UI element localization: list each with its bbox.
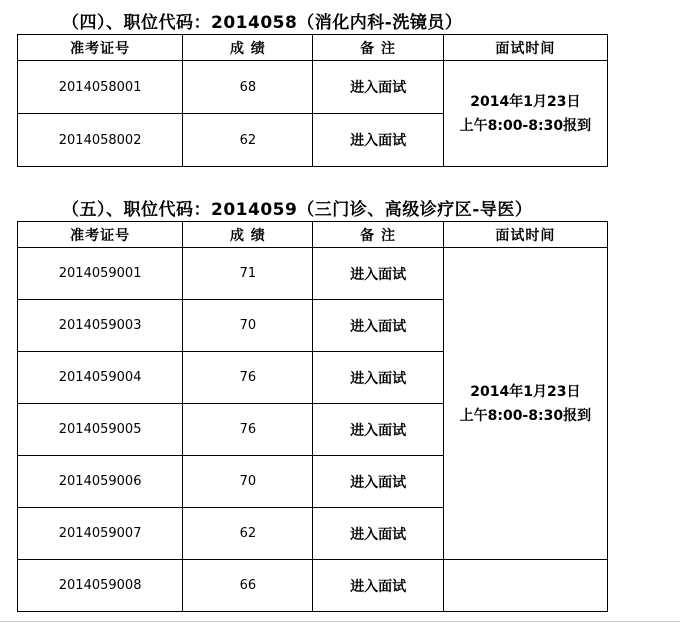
remark-cell: 进入面试 xyxy=(313,61,443,114)
exam-id-cell: 2014059008 xyxy=(18,560,183,612)
header-exam-id: 准考证号 xyxy=(18,35,183,61)
remark-cell: 进入面试 xyxy=(313,300,443,352)
remark-cell: 进入面试 xyxy=(313,508,443,560)
header-interview-time: 面试时间 xyxy=(443,222,607,248)
table-header-row xyxy=(18,35,608,61)
interview-checkin-time: 上午8:00-8:30报到 xyxy=(459,407,592,424)
interview-time-cell xyxy=(443,248,607,560)
remark-cell: 进入面试 xyxy=(313,114,443,167)
interview-date: 2014年1月23日 xyxy=(470,383,581,400)
interview-checkin-time: 上午8:00-8:30报到 xyxy=(459,117,592,134)
header-exam-id: 准考证号 xyxy=(18,222,183,248)
remark-cell: 进入面试 xyxy=(313,404,443,456)
exam-id-cell: 2014059003 xyxy=(18,300,183,352)
remark-cell: 进入面试 xyxy=(313,560,443,612)
exam-id-cell: 2014059004 xyxy=(18,352,183,404)
table-header-row xyxy=(18,222,608,248)
table-row xyxy=(18,248,608,300)
exam-id-cell: 2014059007 xyxy=(18,508,183,560)
score-cell: 71 xyxy=(183,248,313,300)
header-remark: 备 注 xyxy=(313,222,443,248)
empty-time-cell xyxy=(443,560,607,612)
header-score: 成 绩 xyxy=(183,222,313,248)
exam-id-cell: 2014059005 xyxy=(18,404,183,456)
remark-cell: 进入面试 xyxy=(313,352,443,404)
score-cell: 76 xyxy=(183,352,313,404)
section-title-4: （四）、职位代码：2014058（消化内科-洗镜员） xyxy=(62,13,463,33)
score-cell: 70 xyxy=(183,300,313,352)
header-remark: 备 注 xyxy=(313,35,443,61)
score-cell: 70 xyxy=(183,456,313,508)
exam-id-cell: 2014058002 xyxy=(18,114,183,167)
header-score: 成 绩 xyxy=(183,35,313,61)
exam-id-cell: 2014059006 xyxy=(18,456,183,508)
remark-cell: 进入面试 xyxy=(313,248,443,300)
header-interview-time: 面试时间 xyxy=(443,35,607,61)
score-cell: 62 xyxy=(183,114,313,167)
exam-id-cell: 2014058001 xyxy=(18,61,183,114)
score-cell: 76 xyxy=(183,404,313,456)
interview-date: 2014年1月23日 xyxy=(470,93,581,110)
exam-id-cell: 2014059001 xyxy=(18,248,183,300)
table-row xyxy=(18,560,608,612)
remark-cell: 进入面试 xyxy=(313,456,443,508)
interview-time-cell xyxy=(443,61,607,167)
score-cell: 66 xyxy=(183,560,313,612)
score-cell: 62 xyxy=(183,508,313,560)
results-table-5 xyxy=(17,221,608,612)
score-cell: 68 xyxy=(183,61,313,114)
table-row xyxy=(18,61,608,114)
results-table-4 xyxy=(17,34,608,167)
section-title-5: （五）、职位代码：2014059（三门诊、高级诊疗区-导医） xyxy=(62,200,533,220)
page-bottom-divider xyxy=(0,621,680,622)
